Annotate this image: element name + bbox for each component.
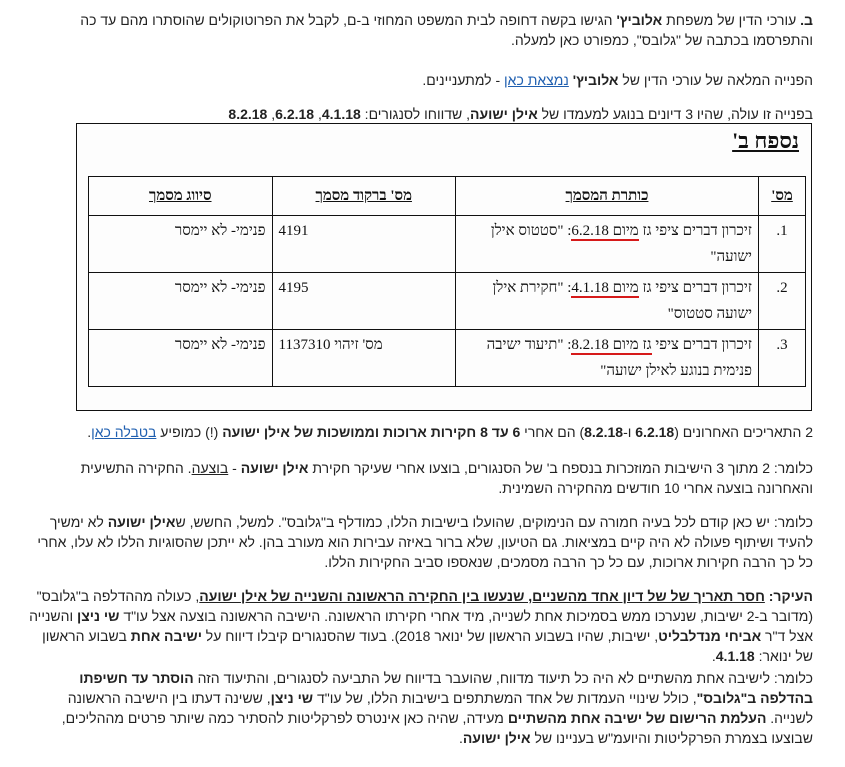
full-request-link[interactable]: נמצאת כאן	[504, 72, 569, 88]
underlined-date: מיום 6.2.18	[571, 223, 639, 239]
appendix-table	[88, 176, 806, 387]
row-classification: פנימי- לא יימסר	[89, 273, 273, 330]
appendix-title: נספח ב'	[732, 128, 799, 153]
row-document-title: זיכרון דברים ציפי גז מיום 6.2.18: "סטטוס אילן ישועה"	[456, 216, 759, 273]
header-document-title: כותרת המסמך	[456, 177, 759, 216]
paragraph-reasons-problem: כלומר: יש כאן קודם לכל בעיה חמורה עם הנימוקים, שהועלו בישיבות הללו, כמודלף ב"גלובס". למשל, החשש, שאילן ישועה לא ימשיך להעיד ושיתוף פעולה לא היה קיים במציאות. גם הטיעון, שלא ברור באיזה עבירות הוא מעורב בהן. לא ייתכן שהסוגיות הללו לא עלו, אחרי כל כך הרבה חקירות ארוכות, עם כל כך הרבה מסמכים, שנאספו סביב החקירות הללו.	[37, 514, 813, 570]
paragraph-hidden-meeting: כלומר: לישיבה אחת מהשתיים לא היה כל תיעוד מדווח, שהועבר בדיווח של התביעה לסנגורים, והתיעוד הזה הוסתר עד חשיפתו בהדלפה ב"גלובס", כולל שינויי העמדות של אחד המשתתפים בישיבות הללו, של עו"ד שי ניצן, ששינה דעתו בין הישיבה הראשונה לשנייה. העלמת הרישום של ישיבה אחת מהשתיים מעידה, שהיה כאן אינטרס לפרקליטות להסתיר כמה שיותר פרטים מההליכים, שבוצעו בצמרת הפרקליטות והיועמ"ש בעניינו של אילן ישועה.	[61, 670, 813, 746]
row-classification: פנימי- לא יימסר	[89, 216, 273, 273]
row-number: 1.	[759, 216, 806, 273]
table-row	[89, 216, 806, 273]
row-number: 2.	[759, 273, 806, 330]
underlined-date: מיום 4.1.18	[571, 280, 639, 296]
row-classification: פנימי- לא יימסר	[89, 330, 273, 387]
header-barcode: מס' ברקוד מסמך	[272, 177, 456, 216]
row-number: 3.	[759, 330, 806, 387]
paragraph-three-meetings: בפנייה זו עולה, שהיו 3 דיונים בנוגע למעמדו של אילן ישועה, שדווחו לסנגורים: 4.1.18, 6.2.18, 8.2.18	[228, 106, 813, 122]
paragraph-full-request: הפנייה המלאה של עורכי הדין של אלוביץ' נמצאת כאן - למתעניינים.	[422, 72, 813, 88]
scanned-appendix-image	[76, 123, 812, 411]
table-link[interactable]: בטבלה כאן	[91, 424, 157, 440]
paragraph-main-point: העיקר: חסר תאריך של של דיון אחד מהשניים, שנעשו בין החקירה הראשונה והשנייה של אילן ישועה, כעולה מההדלפה ב"גלובס" (מדובר ב-2 ישיבות, שנערכו ממש בסמיכות אחת לשנייה, מיד אחרי חקירתו הראשונה. הישיבה הראשונה בוצעה אצל עו"ד שי ניצן והשנייה אצל ד"ר אביחי מנדלבליט, ישיבות, שהיו בשבוע הראשון של ינואר 2018). בעוד שהסנגורים קיבלו דיווח על ישיבה אחת בשבוע הראשון של ינואר: 4.1.18.	[29, 588, 813, 664]
table-row	[89, 330, 806, 387]
header-classification: סיווג מסמך	[89, 177, 273, 216]
appendix-header-row	[89, 177, 806, 216]
row-barcode: 1137310 מס' זיהוי	[272, 330, 456, 387]
row-barcode: 4191	[272, 216, 456, 273]
underlined-date: גז מיום 8.2.18	[571, 337, 652, 353]
header-number: מס'	[759, 177, 806, 216]
paragraph-two-of-three: כלומר: 2 מתוך 3 הישיבות המוזכרות בנספח ב' של הסנגורים, בוצעו אחרי שעיקר חקירת אילן ישועה - בוצעה. החקירה התשיעית והאחרונה בוצעה אחרי 10 חודשים מהחקירה השמינית.	[80, 460, 813, 496]
paragraph-lawyers-request: ב. עורכי הדין של משפחת אלוביץ' הגישו בקשה דחופה לבית המשפט המחוזי ב-ם, לקבל את הפרוטוקולים שהוסתרו מהם עד כה והתפרסמו בכתבה של "גלובס", כמפורט כאן למעלה.	[80, 12, 813, 48]
row-document-title: זיכרון דברים ציפי גז מיום 4.1.18: "חקירת אילן ישועה סטטוס"	[456, 273, 759, 330]
row-document-title: זיכרון דברים ציפי גז מיום 8.2.18: "תיעוד ישיבה פנימית בנוגע לאילן ישועה"	[456, 330, 759, 387]
table-row	[89, 273, 806, 330]
paragraph-last-dates: 2 התאריכים האחרונים (6.2.18 ו-8.2.18) הם אחרי 6 עד 8 חקירות ארוכות וממושכות של אילן ישועה (!) כמופיע בטבלה כאן.	[87, 424, 813, 440]
row-barcode: 4195	[272, 273, 456, 330]
